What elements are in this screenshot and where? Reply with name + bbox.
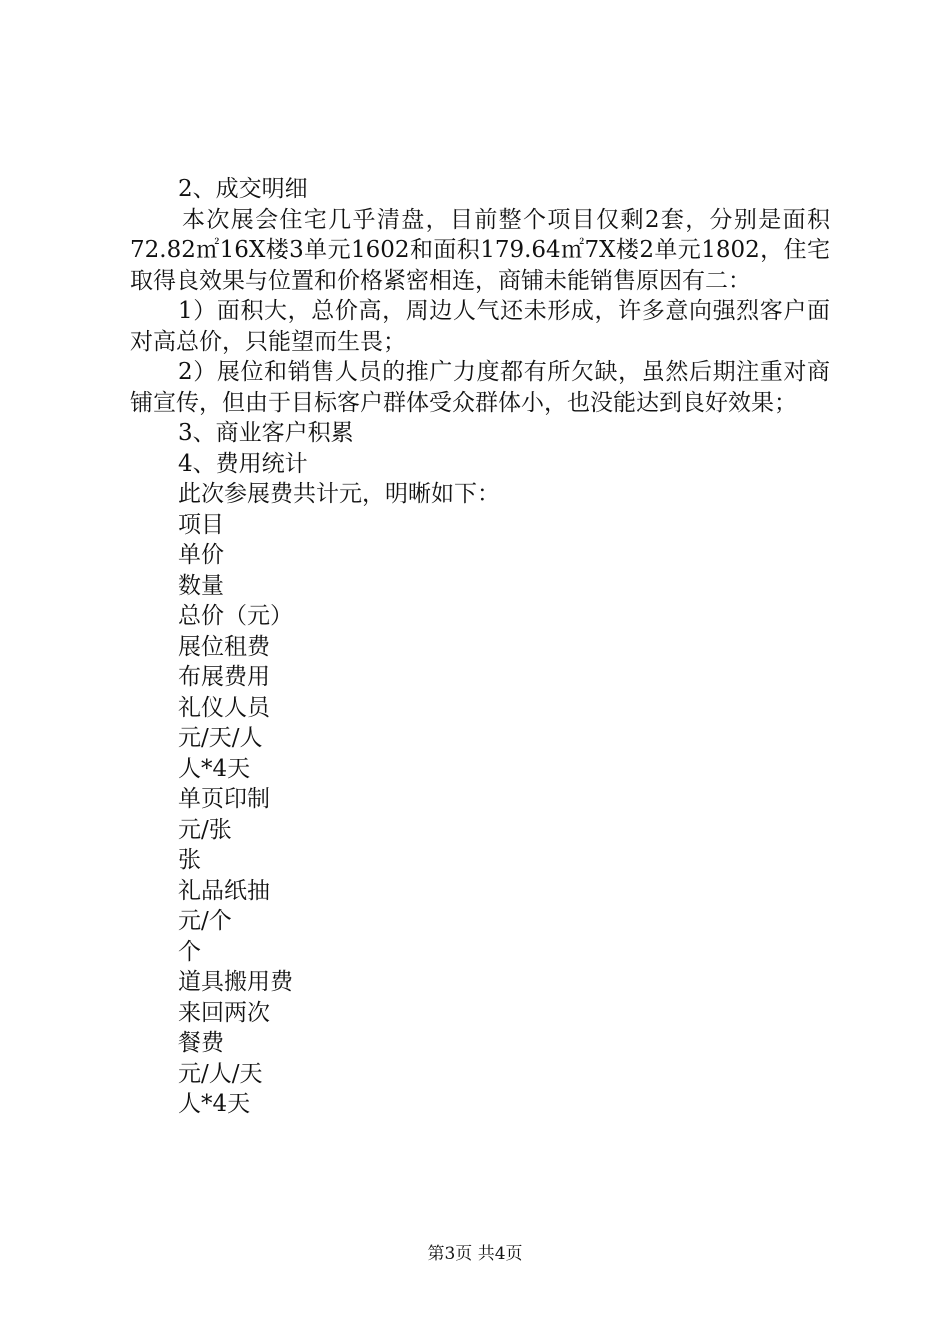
cost-line: 元/张 — [178, 816, 232, 843]
cost-line: 个 — [178, 938, 201, 965]
paragraph-reason-2: 2）展位和销售人员的推广力度都有所欠缺，虽然后期注重对商铺宣传，但由于目标客户群体受众群体小，也没能达到良好效果； — [130, 359, 830, 416]
cost-line: 元/个 — [178, 908, 232, 934]
cost-intro: 此次参展费共计元，明晰如下： — [178, 481, 500, 507]
cost-line: 人*4天 — [178, 755, 251, 782]
cost-line: 布展费用 — [178, 664, 270, 690]
heading-customer-accumulation: 3、商业客户积累 — [178, 420, 354, 446]
cost-line: 道具搬用费 — [178, 969, 293, 995]
cost-line: 单页印制 — [178, 786, 270, 812]
paragraph-reason-1: 1）面积大，总价高，周边人气还未形成，许多意向强烈客户面对高总价，只能望而生畏； — [130, 298, 830, 355]
cost-line: 数量 — [178, 572, 224, 599]
cost-line: 礼仪人员 — [178, 694, 270, 721]
cost-line: 人*4天 — [178, 1091, 251, 1117]
heading-cost-statistics: 4、费用统计 — [178, 450, 308, 477]
heading-deal-details: 2、成交明细 — [178, 176, 308, 202]
cost-line: 张 — [178, 847, 201, 873]
cost-line: 元/人/天 — [178, 1060, 263, 1087]
cost-line: 总价（元） — [178, 603, 293, 629]
cost-line: 展位租费 — [178, 633, 270, 660]
cost-line: 单价 — [178, 542, 224, 568]
page-footer: 第3页 共4页 — [427, 1244, 523, 1264]
cost-line: 礼品纸抽 — [178, 877, 270, 904]
cost-line: 元/天/人 — [178, 725, 263, 751]
page-content — [130, 174, 830, 1120]
cost-line: 来回两次 — [178, 999, 270, 1026]
cost-line: 餐费 — [178, 1030, 224, 1056]
paragraph-deal-summary: 本次展会住宅几乎清盘，目前整个项目仅剩2套，分别是面积72.82㎡16X楼3单元1602和面积179.64㎡7X楼2单元1802，住宅取得良效果与位置和价格紧密相连，商铺未能销售原因有二： — [130, 206, 830, 294]
cost-line: 项目 — [178, 511, 224, 538]
